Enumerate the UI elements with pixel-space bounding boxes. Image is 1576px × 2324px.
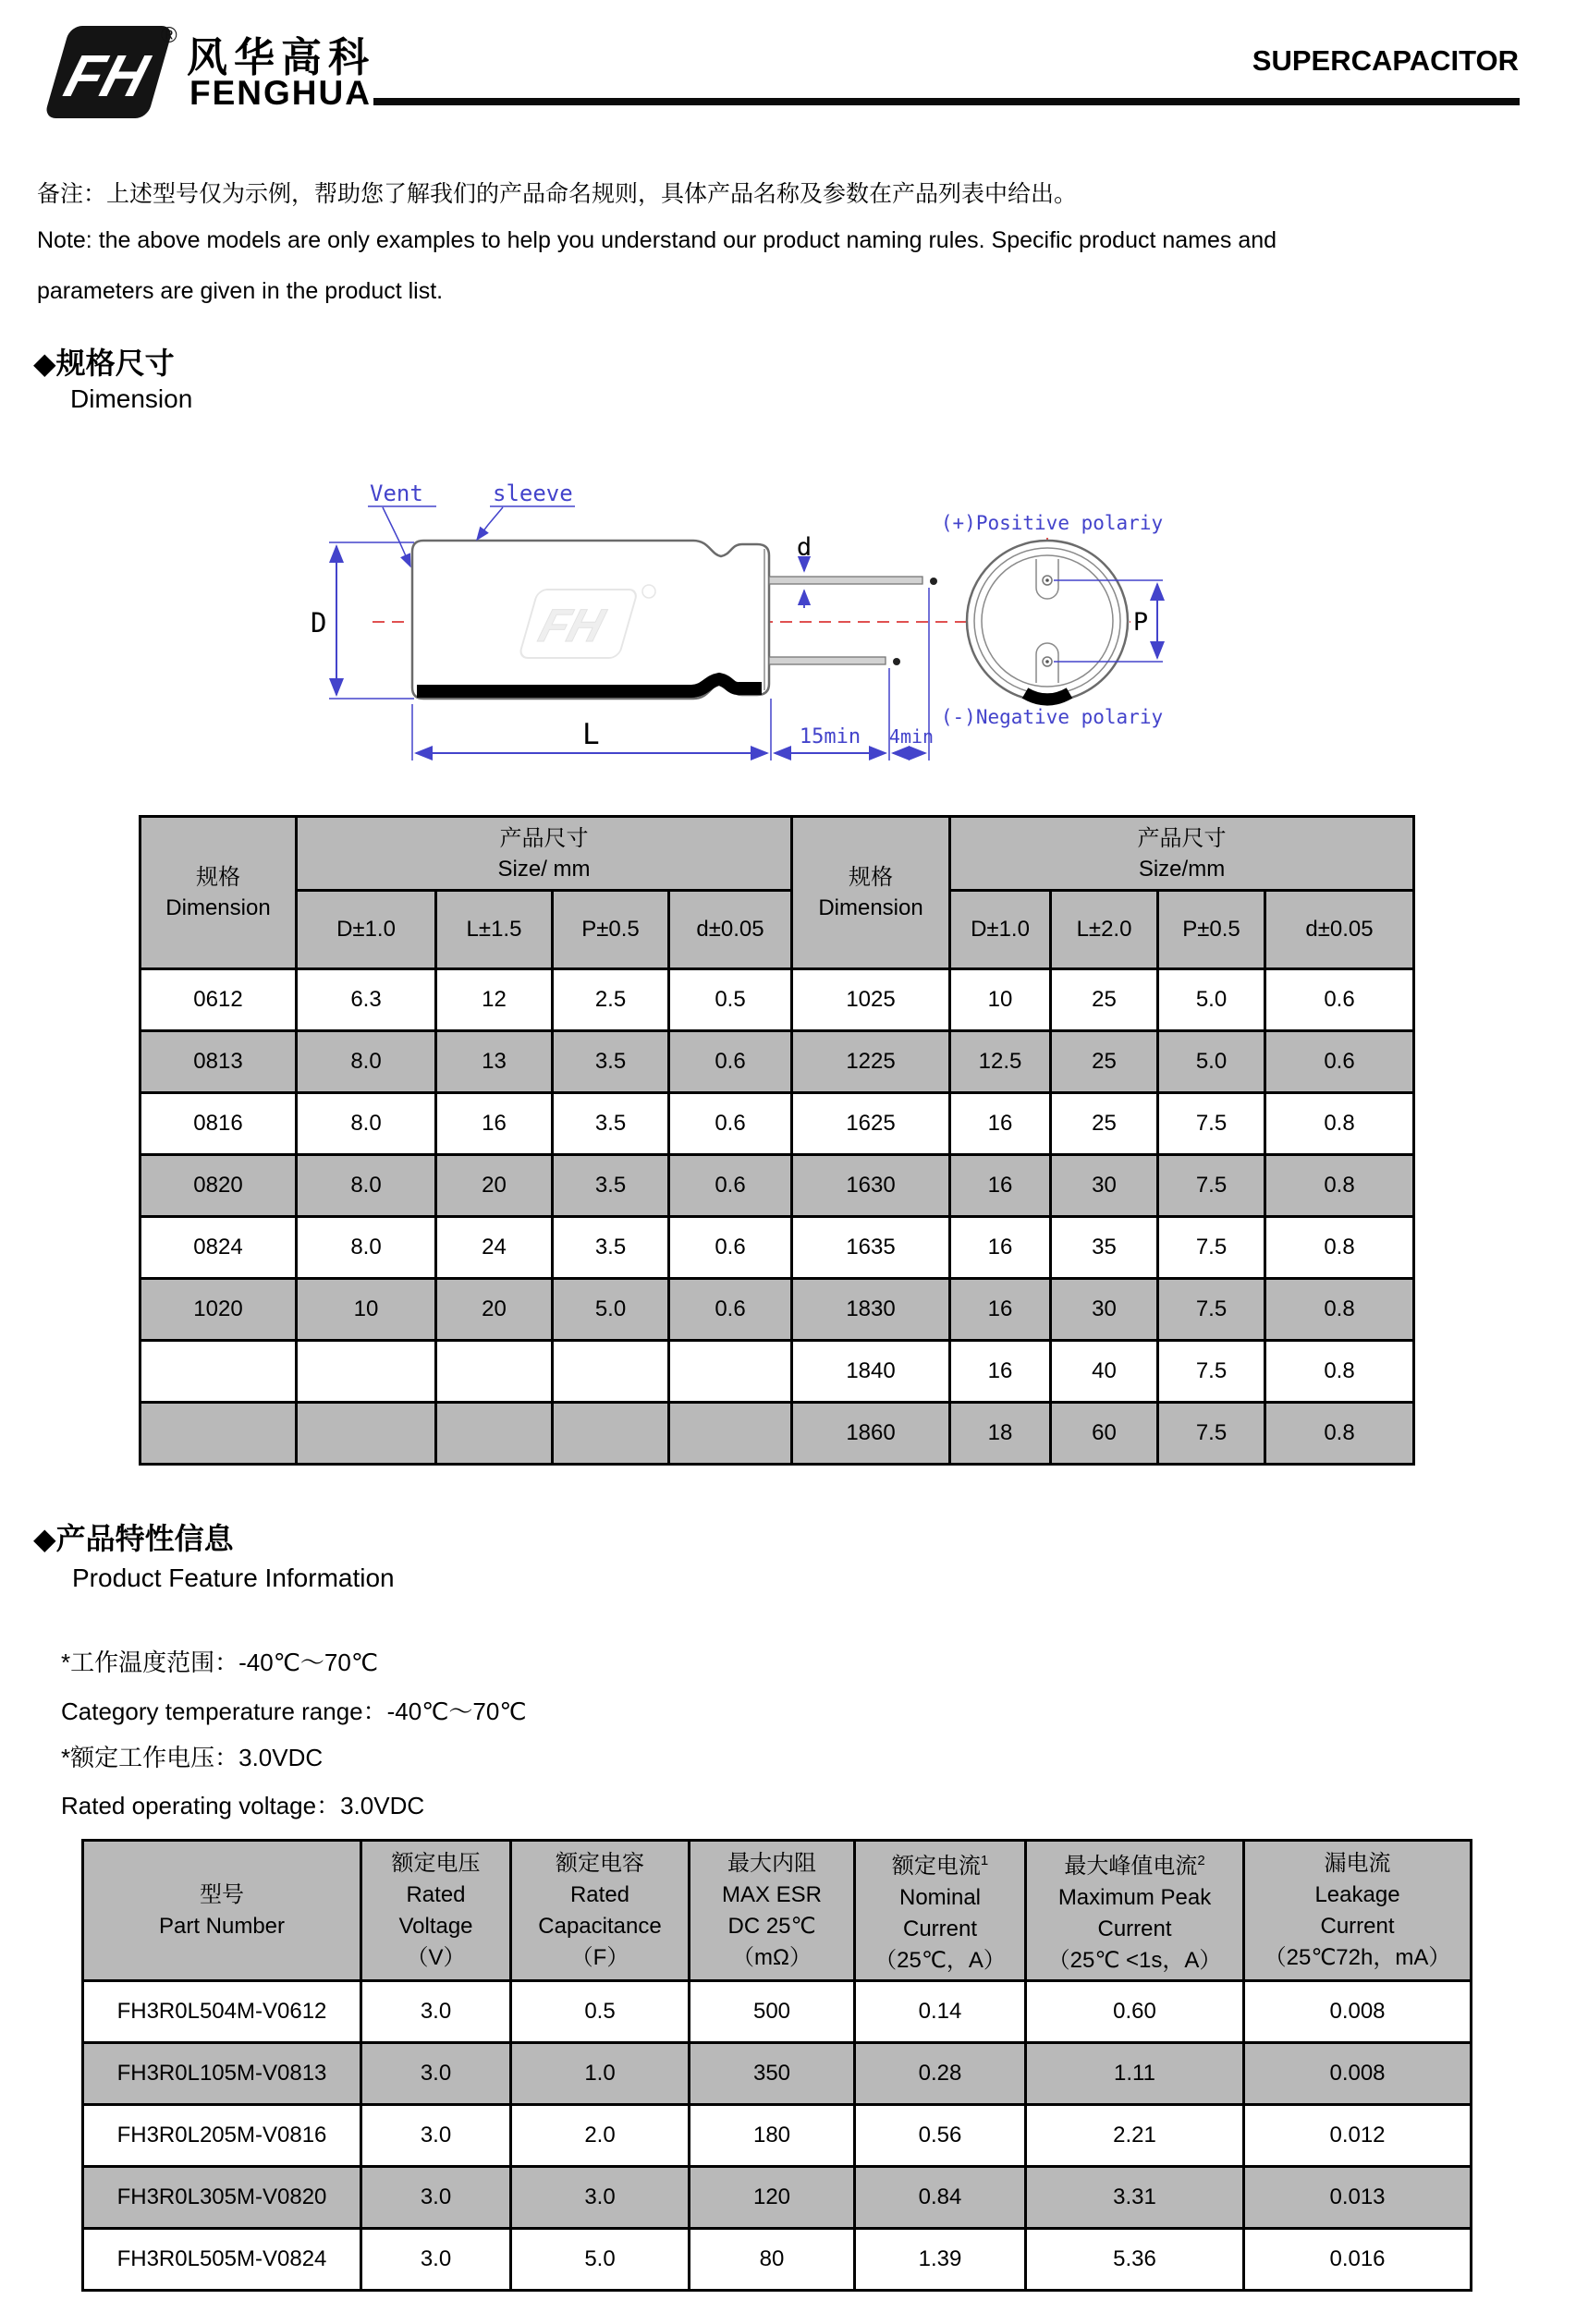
table-cell: 3.0 (361, 1981, 511, 2043)
fenghua-logo (33, 20, 190, 124)
column-header (855, 1841, 1026, 1981)
column-header (361, 1841, 511, 1981)
table-cell (297, 1341, 436, 1403)
header-line: Size/mm (1138, 856, 1226, 882)
brand-name-chinese: 风华高科 (187, 35, 375, 80)
table-cell: 0.013 (1244, 2167, 1472, 2229)
table-cell: 0820 (140, 1155, 297, 1217)
table-cell: 0.5 (511, 1981, 690, 2043)
column-header-P-right: P±0.5 (1158, 891, 1265, 969)
table-cell (553, 1341, 669, 1403)
table-cell: FH3R0L205M-V0816 (83, 2105, 361, 2167)
table-cell: 25 (1051, 1093, 1158, 1155)
column-header-D-right: D±1.0 (950, 891, 1051, 969)
table-cell: 30 (1051, 1279, 1158, 1341)
table-cell: 0813 (140, 1031, 297, 1093)
diameter-dimension (329, 542, 414, 699)
header-line: MAX ESR (721, 1881, 823, 1907)
table-cell: 0.56 (855, 2105, 1026, 2167)
table-cell: 20 (436, 1155, 553, 1217)
table-cell: 3.5 (553, 1155, 669, 1217)
header-line: 规格 (849, 865, 894, 890)
table-cell: 3.31 (1026, 2167, 1244, 2229)
column-header-size-left (297, 817, 792, 891)
table-cell: 16 (950, 1093, 1051, 1155)
table-cell: 20 (436, 1279, 553, 1341)
table-cell: FH3R0L504M-V0612 (83, 1981, 361, 2043)
lead-min-length-label: 15min (799, 725, 861, 748)
table-cell: 0.008 (1244, 1981, 1472, 2043)
positive-polarity-label: (+)Positive polariy (940, 512, 1164, 534)
table-row (140, 969, 1414, 1031)
header-line: （25℃ <1s，A） (1047, 1947, 1222, 1973)
table-cell (553, 1403, 669, 1465)
table-cell: 7.5 (1158, 1279, 1265, 1341)
column-header-D-left: D±1.0 (297, 891, 436, 969)
header-line: 型号 (200, 1881, 244, 1907)
table-cell: 3.0 (361, 2105, 511, 2167)
table-cell: 16 (950, 1155, 1051, 1217)
table-cell: 0.016 (1244, 2229, 1472, 2291)
table-cell: 6.3 (297, 969, 436, 1031)
table-cell: 1.0 (511, 2043, 690, 2105)
temperature-range-en: Category temperature range：-40℃～70℃ (61, 1697, 527, 1725)
section-title-dimension-cn (33, 340, 175, 383)
negative-polarity-label: (-)Negative polariy (940, 706, 1164, 728)
fenghua-monogram (43, 26, 174, 118)
table-cell: 8.0 (297, 1031, 436, 1093)
column-header-L-right: L±2.0 (1051, 891, 1158, 969)
header-line: 额定电容 (556, 1850, 644, 1876)
page-title: SUPERCAPACITOR (1252, 44, 1519, 77)
table-cell: FH3R0L305M-V0820 (83, 2167, 361, 2229)
negative-polarity-mark (1025, 693, 1069, 700)
table-cell: 1830 (792, 1279, 950, 1341)
column-header-d-left: d±0.05 (669, 891, 792, 969)
column-header-size-right (950, 817, 1414, 891)
table-cell: 3.5 (553, 1093, 669, 1155)
table-cell: 25 (1051, 969, 1158, 1031)
table-row (83, 1981, 1472, 2043)
negative-lead (769, 657, 886, 664)
table-row (140, 1403, 1414, 1465)
header-line: 最大峰值电流$^2$ (1064, 1852, 1205, 1879)
header-line: Dimension (165, 895, 271, 920)
header-line: （V） (406, 1944, 466, 1970)
lead-offset-min-label: 4min (888, 725, 935, 748)
table-cell: 0.5 (669, 969, 792, 1031)
table-cell: 0.008 (1244, 2043, 1472, 2105)
table-cell: 1.11 (1026, 2043, 1244, 2105)
header-line: Maximum Peak (1057, 1884, 1212, 1910)
dimension-table-header-row-2 (140, 891, 1414, 969)
table-cell (436, 1341, 553, 1403)
diameter-label: D (311, 607, 327, 639)
table-cell (140, 1341, 297, 1403)
table-cell: 0.6 (669, 1279, 792, 1341)
column-header-spec-right (792, 817, 950, 969)
table-cell: FH3R0L105M-V0813 (83, 2043, 361, 2105)
negative-lead-tip (893, 658, 900, 665)
table-cell: 1.39 (855, 2229, 1026, 2291)
table-row (83, 2167, 1472, 2229)
table-cell: 7.5 (1158, 1155, 1265, 1217)
column-header-L-left: L±1.5 (436, 891, 553, 969)
header-line: Size/ mm (497, 856, 591, 882)
product-feature-table (81, 1839, 1472, 2292)
header-line: （mΩ） (732, 1944, 812, 1970)
table-cell: 0.8 (1265, 1403, 1414, 1465)
header-line: Leakage (1314, 1881, 1400, 1907)
table-cell: 1020 (140, 1279, 297, 1341)
dimension-table (139, 815, 1415, 1466)
table-row (140, 1341, 1414, 1403)
table-cell: 350 (690, 2043, 855, 2105)
table-cell: 3.0 (361, 2043, 511, 2105)
capacitor-side-view (412, 541, 937, 699)
table-cell (297, 1403, 436, 1465)
table-cell: 0.6 (669, 1217, 792, 1279)
table-cell: 3.0 (361, 2229, 511, 2291)
table-cell: 8.0 (297, 1155, 436, 1217)
table-cell: FH3R0L505M-V0824 (83, 2229, 361, 2291)
table-cell: 0.14 (855, 1981, 1026, 2043)
note-line-english-1: Note: the above models are only examples to help you understand our product naming rules. Specific product names and (37, 227, 1277, 253)
table-cell: 16 (950, 1217, 1051, 1279)
table-row (83, 2229, 1472, 2291)
column-header (1244, 1841, 1472, 1981)
rated-voltage-en: Rated operating voltage：3.0VDC (61, 1792, 425, 1819)
column-header (511, 1841, 690, 1981)
table-cell: 5.36 (1026, 2229, 1244, 2291)
header-line: Dimension (818, 895, 923, 920)
table-cell: 1840 (792, 1341, 950, 1403)
note-line-chinese: 备注：上述型号仅为示例，帮助您了解我们的产品命名规则，具体产品名称及参数在产品列表中给出。 (37, 181, 1078, 207)
table-cell: 7.5 (1158, 1403, 1265, 1465)
table-cell: 2.21 (1026, 2105, 1244, 2167)
sleeve-leader (477, 507, 503, 540)
positive-lead (769, 577, 922, 584)
section-title-dimension-text: 规格尺寸 (55, 347, 175, 380)
header-line: （25℃，A） (874, 1947, 1006, 1973)
table-cell: 3.5 (553, 1031, 669, 1093)
table-cell: 500 (690, 1981, 855, 2043)
table-cell: 0.8 (1265, 1217, 1414, 1279)
table-cell: 0.28 (855, 2043, 1026, 2105)
monogram-letters: FH (57, 43, 156, 109)
table-cell: 16 (950, 1341, 1051, 1403)
table-cell: 7.5 (1158, 1341, 1265, 1403)
table-cell: 0.6 (1265, 969, 1414, 1031)
table-cell: 7.5 (1158, 1217, 1265, 1279)
table-cell: 5.0 (553, 1279, 669, 1341)
table-cell: 0.8 (1265, 1093, 1414, 1155)
table-cell: 2.0 (511, 2105, 690, 2167)
table-row (140, 1279, 1414, 1341)
header-line: 产品尺寸 (499, 825, 589, 851)
lead-diameter-label: d (796, 533, 812, 562)
table-cell: 1860 (792, 1403, 950, 1465)
capacitor-end-view (967, 541, 1128, 701)
column-header-d-right: d±0.05 (1265, 891, 1414, 969)
table-cell: 0.6 (1265, 1031, 1414, 1093)
table-cell: 1025 (792, 969, 950, 1031)
header-line: 漏电流 (1324, 1850, 1391, 1876)
table-cell: 5.0 (1158, 969, 1265, 1031)
header-line: Rated (406, 1881, 466, 1907)
table-row (140, 1031, 1414, 1093)
pitch-label: P (1132, 608, 1149, 637)
table-cell: 16 (950, 1279, 1051, 1341)
table-cell: 80 (690, 2229, 855, 2291)
header-line: Part Number (158, 1913, 286, 1939)
registered-trademark-icon: ® (161, 23, 177, 48)
table-cell: 0612 (140, 969, 297, 1031)
table-cell: 3.5 (553, 1217, 669, 1279)
table-cell: 5.0 (1158, 1031, 1265, 1093)
header-line: 额定电压 (391, 1850, 481, 1876)
header-line: Capacitance (538, 1913, 662, 1939)
table-row (140, 1093, 1414, 1155)
diamond-bullet-icon: ◆ (33, 1522, 56, 1555)
table-cell (140, 1403, 297, 1465)
table-cell: 0816 (140, 1093, 297, 1155)
table-cell (669, 1403, 792, 1465)
header-line: Voltage (398, 1913, 473, 1939)
table-cell: 1630 (792, 1155, 950, 1217)
section-title-dimension-en: Dimension (70, 384, 193, 413)
table-cell: 40 (1051, 1341, 1158, 1403)
table-cell: 5.0 (511, 2229, 690, 2291)
header-line: 规格 (196, 865, 240, 890)
table-cell: 3.0 (511, 2167, 690, 2229)
table-cell: 0.6 (669, 1031, 792, 1093)
table-cell: 3.0 (361, 2167, 511, 2229)
table-row (140, 1155, 1414, 1217)
column-header (83, 1841, 361, 1981)
table-cell: 1635 (792, 1217, 950, 1279)
table-cell: 12 (436, 969, 553, 1031)
column-header (1026, 1841, 1244, 1981)
header-line: （F） (570, 1944, 629, 1970)
section-title-features-cn (33, 1515, 234, 1558)
table-cell: 12.5 (950, 1031, 1051, 1093)
header-line: Rated (569, 1881, 630, 1907)
column-header-P-left: P±0.5 (553, 891, 669, 969)
header-line: DC 25℃ (727, 1913, 816, 1939)
table-row (83, 2043, 1472, 2105)
table-cell: 10 (297, 1279, 436, 1341)
table-cell: 0.8 (1265, 1155, 1414, 1217)
table-cell: 0.84 (855, 2167, 1026, 2229)
table-cell: 30 (1051, 1155, 1158, 1217)
table-cell: 0.6 (669, 1155, 792, 1217)
table-cell: 0.6 (669, 1093, 792, 1155)
header-line: Nominal (898, 1884, 982, 1910)
table-cell: 2.5 (553, 969, 669, 1031)
column-header (690, 1841, 855, 1981)
table-cell: 7.5 (1158, 1093, 1265, 1155)
table-cell: 24 (436, 1217, 553, 1279)
table-cell: 120 (690, 2167, 855, 2229)
header-line: Current (1320, 1913, 1395, 1939)
dimension-table-header-row-1 (140, 817, 1414, 891)
section-title-features-en: Product Feature Information (72, 1564, 395, 1592)
table-cell: 0.8 (1265, 1279, 1414, 1341)
table-cell: 1625 (792, 1093, 950, 1155)
vent-leader (383, 507, 410, 566)
header-line: 额定电流$^1$ (891, 1852, 989, 1879)
table-cell: 0.012 (1244, 2105, 1472, 2167)
positive-lead-tip (930, 578, 937, 585)
length-label: L (582, 718, 600, 751)
table-row (140, 1217, 1414, 1279)
table-row (83, 2105, 1472, 2167)
header-divider (373, 98, 1520, 105)
table-cell: 16 (436, 1093, 553, 1155)
header-line: Current (1097, 1916, 1172, 1941)
rated-voltage-cn: *额定工作电压：3.0VDC (61, 1744, 324, 1771)
table-cell: 0.60 (1026, 1981, 1244, 2043)
table-cell: 1225 (792, 1031, 950, 1093)
table-cell: 18 (950, 1403, 1051, 1465)
table-cell: 0824 (140, 1217, 297, 1279)
table-cell (669, 1341, 792, 1403)
capacitor-dimension-drawing (305, 453, 1202, 795)
table-cell: 60 (1051, 1403, 1158, 1465)
table-cell: 25 (1051, 1031, 1158, 1093)
table-cell: 10 (950, 969, 1051, 1031)
table-cell (436, 1403, 553, 1465)
table-cell: 180 (690, 2105, 855, 2167)
table-cell: 35 (1051, 1217, 1158, 1279)
section-title-features-text: 产品特性信息 (55, 1522, 234, 1555)
header-line: Current (902, 1916, 978, 1941)
header-line: （25℃72h，mA） (1264, 1944, 1451, 1970)
table-cell: 8.0 (297, 1217, 436, 1279)
header-line: 最大内阻 (727, 1850, 816, 1876)
sleeve-label: sleeve (493, 481, 573, 506)
diamond-bullet-icon: ◆ (33, 347, 56, 380)
svg-text:FH: FH (533, 599, 610, 651)
product-table-header-row (83, 1841, 1472, 1981)
table-cell: 0.8 (1265, 1341, 1414, 1403)
brand-name-english: FENGHUA (189, 74, 372, 112)
note-line-english-2: parameters are given in the product list. (37, 278, 444, 304)
temperature-range-cn: *工作温度范围：-40℃～70℃ (61, 1649, 379, 1676)
column-header-spec-left (140, 817, 297, 969)
vent-label: Vent (370, 481, 423, 506)
table-cell: 8.0 (297, 1093, 436, 1155)
header-line: 产品尺寸 (1137, 825, 1227, 851)
table-cell: 13 (436, 1031, 553, 1093)
